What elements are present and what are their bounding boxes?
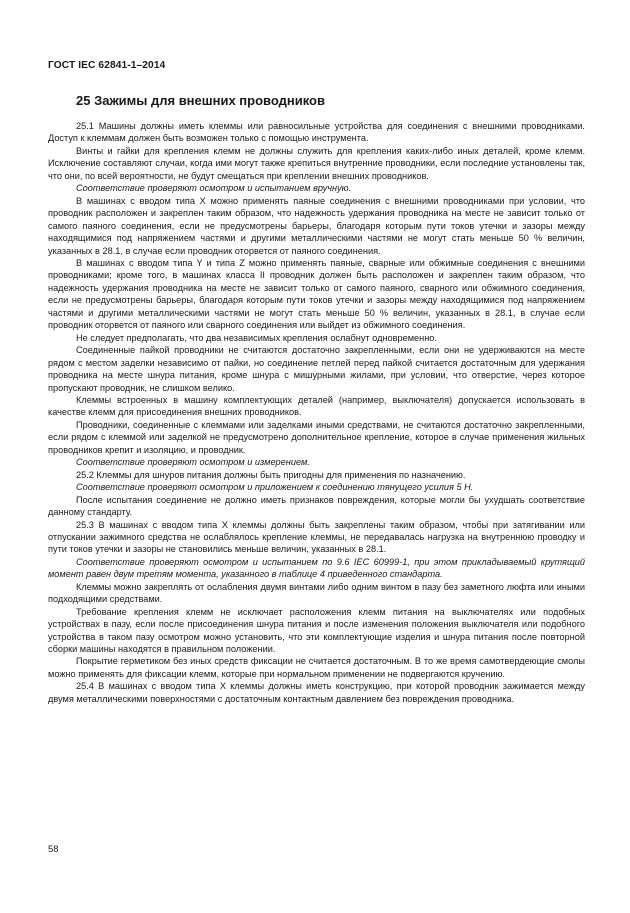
paragraph: В машинах с вводом типа Y и типа Z можно применять паяные, сварные или обжимные соединения с внешними проводниками; кроме того, в машинах класса II проводник должен быть расположен и закреплен таким образом, что надежность удержания проводника на месте не зависит только от самого паяного, сварного или обжимного соединения, если не предусмотрены барьеры, благодаря которым пути токов утечки и зазоры между находящимися под напряжением частями и другими металлическими частями не могут стать меньше 50 % величин, указанных в 28.1, в случае если проводник оторвется от паяного или сварного соединения или выйдет из обжимного соединения. — [48, 257, 585, 331]
paragraph: 25.3 В машинах с вводом типа X клеммы должны быть закреплены таким образом, чтобы при затягивании или отпускании зажимного средства не ослаблялось крепление клеммы, не передавалась нагрузка на внутреннюю проводку и пути токов утечки и зазоры не становились меньше величин, указанных в 28.1. — [48, 519, 585, 555]
paragraph: Соединенные пайкой проводники не считаются достаточно закрепленными, если они не удерживаются на месте рядом с местом заделки независимо от пайки, но соединение петлей перед пайкой считается достаточным для удержания проводника на месте шнура питания, кроме шнура с мишурными жилами, при условии, что отверстие, через которое пропускают проводник, не слишком велико. — [48, 345, 585, 393]
paragraph: 25.2 Клеммы для шнуров питания должны быть пригодны для применения по назначению. — [76, 469, 466, 480]
standard-header: ГОСТ IEC 62841-1–2014 — [48, 60, 166, 71]
section-title: 25 Зажимы для внешних проводников — [76, 93, 325, 108]
paragraph: Клеммы встроенных в машину комплектующих деталей (например, выключателя) допускается использовать в качестве клемм для присоединения внешних проводников. — [48, 394, 585, 418]
paragraph: После испытания соединение не должно иметь признаков повреждения, которые могли бы ухудшать соответствие данному стандарту. — [48, 494, 585, 518]
paragraph: Клеммы можно закреплять от ослабления двумя винтами либо одним винтом в пазу без заметного люфта или иными подходящими средствами. — [48, 581, 585, 605]
paragraph: Не следует предполагать, что два независимых крепления ослабнут одновременно. — [76, 332, 437, 343]
paragraph: Требование крепления клемм не исключает расположения клемм питания на выключателях или подобных устройствах в пазу, если после присоединения шнура питания и после изменения положения выключателя или подобного устройства в таком пазу осмотром можно установить, что эти комплектующие изделия и шнура питания после повторной сборки машины находятся в правильном положении. — [48, 606, 585, 655]
paragraph: Винты и гайки для крепления клемм не должны служить для крепления каких-либо иных деталей, кроме клемм. Исключение составляют случаи, когда ими могут также крепиться внутренние проводники, если последние установлены так, что они, по всей вероятности, не будут смещаться при креплении внешних проводников. — [48, 145, 585, 181]
body-text — [48, 120, 585, 705]
paragraph: Проводники, соединенные с клеммами или заделками иными средствами, не считаются достаточно закрепленными, если рядом с клеммой или заделкой не предусмотрено дополнительное крепление, которое в случае применения жильных проводников крепит и изоляцию, и проводник. — [48, 419, 585, 455]
paragraph: 25.4 В машинах с вводом типа X клеммы должны иметь конструкцию, при которой проводник зажимается между двумя металлическими поверхностями с достаточным контактным давлением без повреждения проводника. — [48, 681, 585, 704]
paragraph: В машинах с вводом типа X можно применять паяные соединения с внешними проводниками при условии, что проводник расположен и закреплен таким образом, что надежность удержания проводника на месте не зависит только от самого паяного соединения, если не предусмотрены барьеры, благодаря которым пути токов утечки и зазоры между находящимися под напряжением частями и другими металлическими частями не могут стать меньше 50 % величин, указанных в 28.1, в случае если проводник оторвется от паяного соединения. — [48, 195, 585, 256]
paragraph: 25.1 Машины должны иметь клеммы или равносильные устройства для соединения с внешними проводниками. Доступ к клеммам должен быть возможен только с помощью инструмента. — [48, 121, 585, 144]
paragraph: Соответствие проверяют осмотром и приложением к соединению тянущего усилия 5 Н. — [76, 482, 474, 493]
page-number: 58 — [48, 843, 59, 854]
paragraph: Соответствие проверяют осмотром и испытанием по 9.6 IEC 60999-1, при этом прикладываемый крутящий момент равен двум третям момента, указанного в таблице 4 приведенного стандарта. — [48, 556, 585, 580]
paragraph: Покрытие герметиком без иных средств фиксации не считается достаточным. В то же время самотвердеющие смолы можно применять для фиксации клемм, которые при нормальном применении не подвергаются кручению. — [48, 656, 585, 679]
paragraph: Соответствие проверяют осмотром и испытанием вручную. — [76, 183, 352, 194]
paragraph: Соответствие проверяют осмотром и измерением. — [76, 457, 310, 468]
